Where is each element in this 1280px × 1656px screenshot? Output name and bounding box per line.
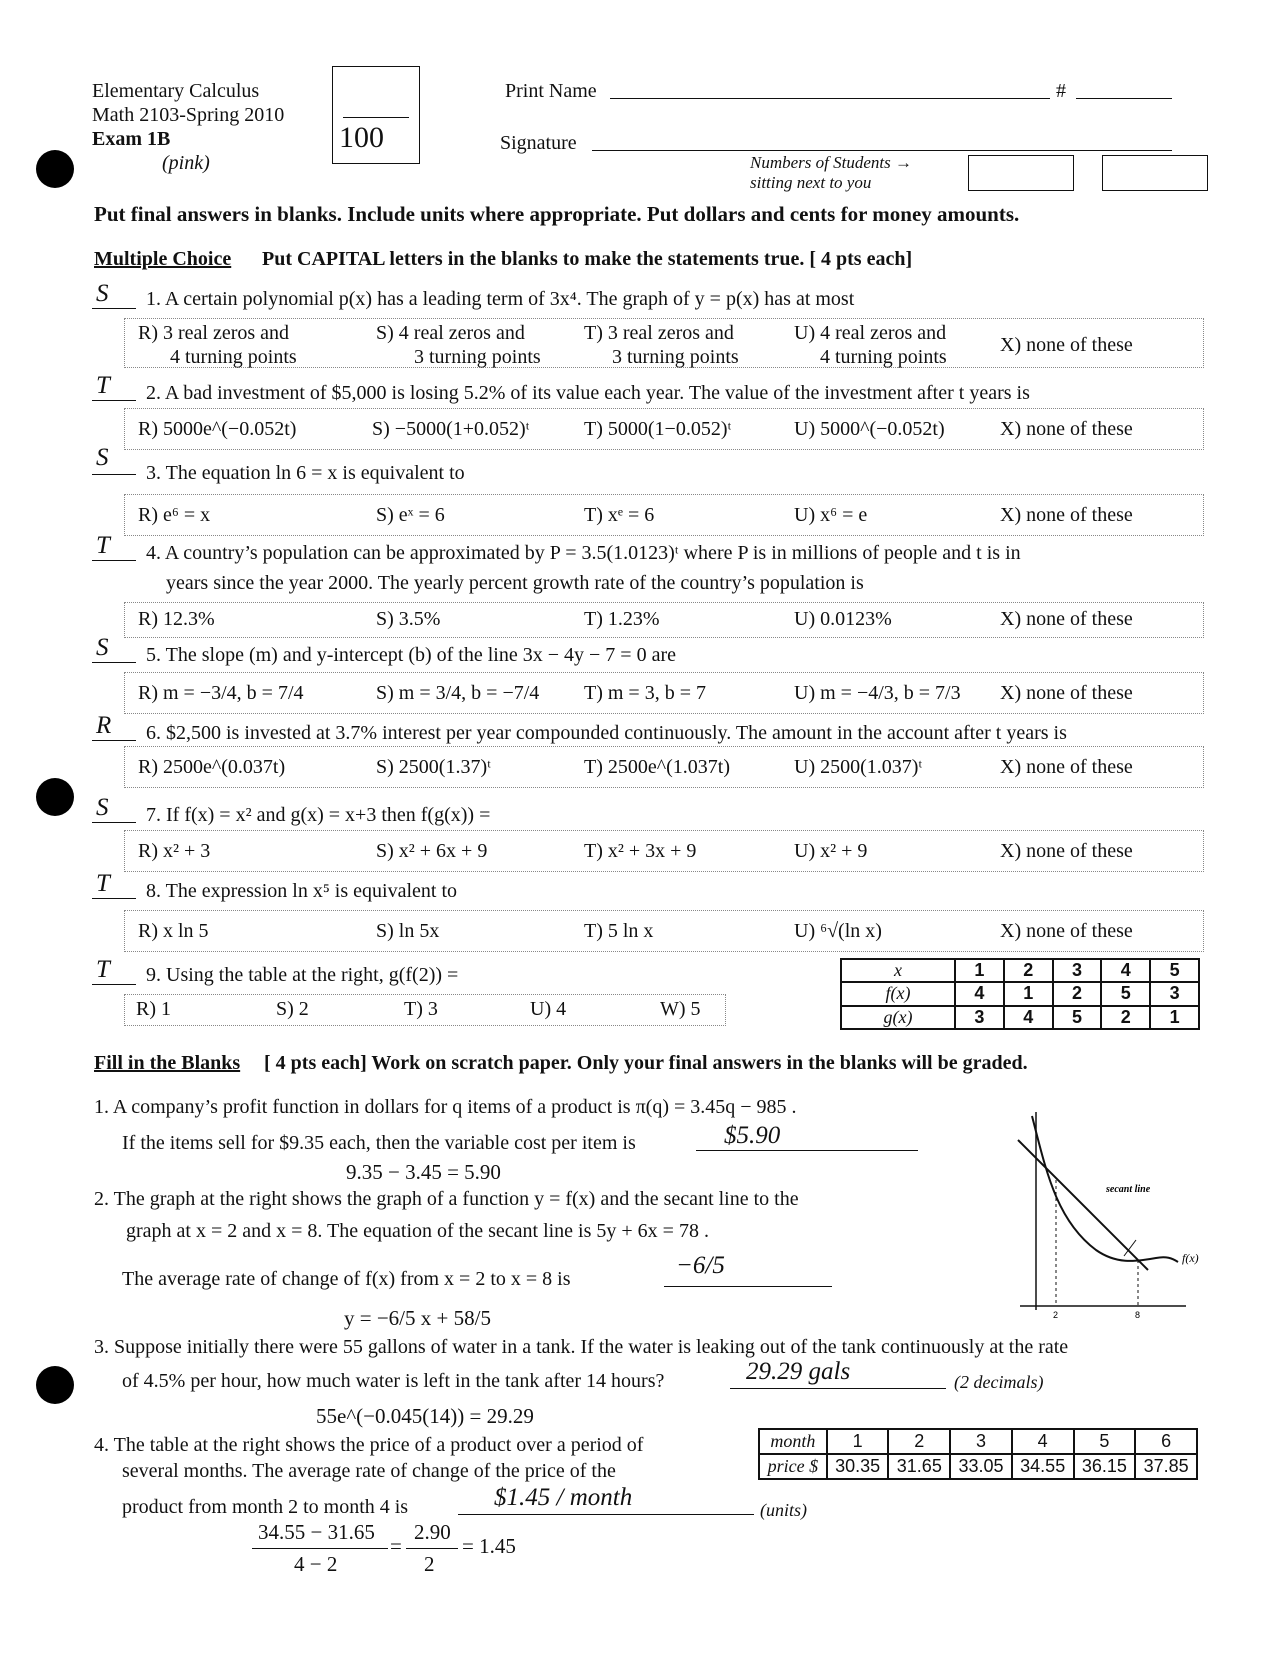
table-cell: 1 — [1150, 1006, 1199, 1029]
option-6-R[interactable]: R) 2500e^(0.037t) — [138, 756, 286, 778]
mc-question-1: 1. A certain polynomial p(x) has a leading term of 3x⁴. The graph of y = p(x) has at most — [146, 288, 855, 310]
table-row — [759, 1429, 1197, 1454]
fib-q4-note: (units) — [760, 1500, 807, 1520]
fib-q2-line2: graph at x = 2 and x = 8. The equation of the secant line is 5y + 6x = 78 . — [126, 1220, 709, 1242]
tick-label-2: 2 — [1053, 1310, 1059, 1320]
table-cell: 3 — [1053, 959, 1102, 982]
student-number-line[interactable] — [1076, 98, 1172, 99]
fib-work-3: 55e^(−0.045(14)) = 29.29 — [316, 1404, 534, 1428]
option-6-U[interactable]: U) 2500(1.037)ᵗ — [794, 756, 923, 778]
binder-hole-middle — [36, 778, 74, 816]
answer-blank-1[interactable] — [92, 308, 136, 309]
table-header: month — [759, 1429, 827, 1454]
option-1-T-l1[interactable]: T) 3 real zeros and — [584, 322, 734, 344]
tick-label-8: 8 — [1135, 1310, 1141, 1320]
mc-subtitle: Put CAPITAL letters in the blanks to make the statements true. [ 4 pts each] — [262, 248, 913, 270]
option-3-X[interactable]: X) none of these — [1000, 504, 1133, 526]
option-1-R-l1[interactable]: R) 3 real zeros and — [138, 322, 290, 344]
signature-line[interactable] — [592, 150, 1172, 151]
table-cell: 1 — [827, 1429, 889, 1454]
table-cell: 1 — [955, 959, 1004, 982]
option-6-X[interactable]: X) none of these — [1000, 756, 1133, 778]
table-cell: 4 — [1004, 1006, 1053, 1029]
answer-blank-6[interactable] — [92, 740, 136, 741]
mc-question-5: 5. The slope (m) and y-intercept (b) of the line 3x − 4y − 7 = 0 are — [146, 644, 676, 666]
course-term: Math 2103-Spring 2010 — [92, 104, 285, 126]
table-cell: 2 — [1004, 959, 1053, 982]
fib-q4-line1: 4. The table at the right shows the price of a product over a period of — [94, 1434, 644, 1456]
option-2-T[interactable]: T) 5000(1−0.052)ᵗ — [584, 418, 732, 440]
fib-title: Fill in the Blanks — [94, 1052, 241, 1074]
option-5-R[interactable]: R) m = −3/4, b = 7/4 — [138, 682, 304, 704]
fib-q4-line3: product from month 2 to month 4 is — [122, 1496, 409, 1518]
option-2-R[interactable]: R) 5000e^(−0.052t) — [138, 418, 297, 440]
neighbors-label-2: sitting next to you — [750, 173, 872, 192]
table-cell: 4 — [955, 982, 1004, 1005]
mc-answer-4[interactable]: T — [96, 532, 110, 559]
table-cell: 3 — [1150, 982, 1199, 1005]
option-7-S[interactable]: S) x² + 6x + 9 — [376, 840, 488, 862]
option-8-U[interactable]: U) ⁶√(ln x) — [794, 920, 882, 942]
option-2-X[interactable]: X) none of these — [1000, 418, 1133, 440]
mc-question-2: 2. A bad investment of $5,000 is losing 5.2% of its value each year. The value of the investment after t years is — [146, 382, 1030, 404]
table-cell: 33.05 — [950, 1454, 1012, 1479]
option-3-S[interactable]: S) eˣ = 6 — [376, 504, 445, 526]
table-row — [841, 982, 1199, 1005]
answer-blank-3[interactable] — [92, 474, 136, 475]
fib-q2-line3: The average rate of change of f(x) from x = 2 to x = 8 is — [122, 1268, 571, 1290]
fib-work-4-den2: 2 — [424, 1552, 435, 1576]
option-1-S-l2: 3 turning points — [414, 346, 541, 368]
mc-question-3: 3. The equation ln 6 = x is equivalent to — [146, 462, 465, 484]
secant-graph — [1016, 1110, 1226, 1320]
fib-answer-blank-1[interactable] — [696, 1150, 918, 1151]
table-cell: 2 — [888, 1429, 950, 1454]
fib-work-4-result: = 1.45 — [462, 1534, 516, 1558]
mc-title: Multiple Choice — [94, 248, 232, 270]
mc-answer-5[interactable]: S — [96, 634, 109, 661]
binder-hole-top — [36, 150, 74, 188]
fib-work-1: 9.35 − 3.45 = 5.90 — [346, 1160, 501, 1184]
mc-answer-1[interactable]: S — [96, 280, 109, 307]
fib-work-2: y = −6/5 x + 58/5 — [344, 1306, 491, 1330]
curve-label: f(x) — [1182, 1251, 1199, 1265]
answer-blank-9[interactable] — [92, 984, 136, 985]
table-cell: 3 — [955, 1006, 1004, 1029]
fib-work-4-num: 34.55 − 31.65 — [258, 1520, 375, 1544]
exam-color: (pink) — [162, 152, 210, 174]
fib-q3-line2: of 4.5% per hour, how much water is left in the tank after 14 hours? — [122, 1370, 665, 1392]
instructions: Put final answers in blanks. Include units where appropriate. Put dollars and cents for money amounts. — [94, 202, 1020, 226]
table-cell: 5 — [1053, 1006, 1102, 1029]
fib-answer-4[interactable]: $1.45 / month — [494, 1484, 633, 1511]
price-table — [758, 1428, 1198, 1480]
option-6-T[interactable]: T) 2500e^(1.037t) — [584, 756, 731, 778]
option-9-T[interactable]: T) 3 — [404, 998, 438, 1020]
table-cell: 5 — [1074, 1429, 1136, 1454]
option-1-X[interactable]: X) none of these — [1000, 334, 1133, 356]
mc-question-4: 4. A country’s population can be approximated by P = 3.5(1.0123)ᵗ where P is in millions of people and t is in — [146, 542, 1021, 564]
table-cell: 36.15 — [1074, 1454, 1136, 1479]
option-4-R[interactable]: R) 12.3% — [138, 608, 215, 630]
score-box — [332, 66, 420, 164]
table-cell: 4 — [1012, 1429, 1074, 1454]
answer-blank-7[interactable] — [92, 822, 136, 823]
option-5-S[interactable]: S) m = 3/4, b = −7/4 — [376, 682, 540, 704]
fib-answer-blank-3[interactable] — [730, 1388, 946, 1389]
answer-blank-4[interactable] — [92, 560, 136, 561]
option-5-T[interactable]: T) m = 3, b = 7 — [584, 682, 706, 704]
mc-question-9: 9. Using the table at the right, g(f(2)) = — [146, 964, 459, 986]
fib-q2-line1: 2. The graph at the right shows the graph of a function y = f(x) and the secant line to the — [94, 1188, 799, 1210]
fib-answer-3[interactable]: 29.29 gals — [746, 1358, 851, 1385]
binder-hole-bottom — [36, 1366, 74, 1404]
neighbor-box-1[interactable] — [968, 155, 1074, 191]
option-4-S[interactable]: S) 3.5% — [376, 608, 441, 630]
option-5-U[interactable]: U) m = −4/3, b = 7/3 — [794, 682, 961, 704]
option-5-X[interactable]: X) none of these — [1000, 682, 1133, 704]
table-cell: 2 — [1101, 1006, 1150, 1029]
table-cell: 6 — [1135, 1429, 1197, 1454]
option-8-S[interactable]: S) ln 5x — [376, 920, 440, 942]
fib-q1-line1: 1. A company’s profit function in dollars for q items of a product is π(q) = 3.45q − 985 . — [94, 1096, 797, 1118]
table-header: price $ — [759, 1454, 827, 1479]
mc-question-8: 8. The expression ln x⁵ is equivalent to — [146, 880, 457, 902]
score-value: 100 — [339, 121, 384, 154]
fib-answer-2[interactable]: −6/5 — [676, 1252, 725, 1279]
answer-blank-8[interactable] — [92, 898, 136, 899]
mc-question-6: 6. $2,500 is invested at 3.7% interest per year compounded continuously. The amount in the account after t years is — [146, 722, 1067, 744]
fib-q4-line2: several months. The average rate of change of the price of the — [122, 1460, 616, 1482]
option-8-R[interactable]: R) x ln 5 — [138, 920, 209, 942]
option-4-U[interactable]: U) 0.0123% — [794, 608, 892, 630]
table-header: g(x) — [841, 1006, 955, 1029]
mc-answer-6[interactable]: R — [96, 712, 112, 739]
table-row — [841, 959, 1199, 982]
option-2-S[interactable]: S) −5000(1+0.052)ᵗ — [372, 418, 530, 440]
fib-work-4-den: 4 − 2 — [294, 1552, 338, 1576]
table-cell: 1 — [1004, 982, 1053, 1005]
option-7-R[interactable]: R) x² + 3 — [138, 840, 211, 862]
option-9-U[interactable]: U) 4 — [530, 998, 567, 1020]
mc-answer-2[interactable]: T — [96, 372, 110, 399]
print-name-line[interactable] — [610, 98, 1050, 99]
option-1-U-l2: 4 turning points — [820, 346, 947, 368]
fib-work-4-num2: 2.90 — [414, 1520, 451, 1544]
option-8-T[interactable]: T) 5 ln x — [584, 920, 654, 942]
neighbors-label-1: Numbers of Students → — [750, 153, 912, 172]
option-3-U[interactable]: U) x⁶ = e — [794, 504, 868, 526]
hash-label: # — [1056, 80, 1066, 102]
option-6-S[interactable]: S) 2500(1.37)ᵗ — [376, 756, 491, 778]
fib-work-4-eq: = — [390, 1534, 402, 1558]
option-7-T[interactable]: T) x² + 3x + 9 — [584, 840, 697, 862]
table-header: x — [841, 959, 955, 982]
table-row — [759, 1454, 1197, 1479]
fib-work-4-fracbar-1 — [252, 1548, 388, 1549]
neighbor-box-2[interactable] — [1102, 155, 1208, 191]
option-3-R[interactable]: R) e⁶ = x — [138, 504, 211, 526]
option-7-X[interactable]: X) none of these — [1000, 840, 1133, 862]
option-9-S[interactable]: S) 2 — [276, 998, 309, 1020]
mc-answer-9[interactable]: T — [96, 956, 110, 983]
fib-answer-blank-2[interactable] — [664, 1286, 832, 1287]
option-1-R-l2: 4 turning points — [170, 346, 297, 368]
fib-answer-1[interactable]: $5.90 — [724, 1122, 781, 1149]
option-3-T[interactable]: T) xᵉ = 6 — [584, 504, 655, 526]
table-cell: 3 — [950, 1429, 1012, 1454]
table-header: f(x) — [841, 982, 955, 1005]
option-4-T[interactable]: T) 1.23% — [584, 608, 660, 630]
fib-answer-blank-4[interactable] — [458, 1514, 754, 1515]
mc-question-4-cont: years since the year 2000. The yearly percent growth rate of the country’s population is — [166, 572, 864, 594]
option-1-U-l1[interactable]: U) 4 real zeros and — [794, 322, 947, 344]
option-8-X[interactable]: X) none of these — [1000, 920, 1133, 942]
exam-label: Exam 1B — [92, 128, 171, 150]
fg-table — [840, 958, 1200, 1030]
table-cell: 31.65 — [888, 1454, 950, 1479]
course-title: Elementary Calculus — [92, 80, 260, 102]
option-9-R[interactable]: R) 1 — [136, 998, 171, 1020]
mc-answer-8[interactable]: T — [96, 870, 110, 897]
option-4-X[interactable]: X) none of these — [1000, 608, 1133, 630]
curve-f — [1032, 1116, 1178, 1262]
fib-q3-line1: 3. Suppose initially there were 55 gallons of water in a tank. If the water is leaking out of the tank continuously at the rate — [94, 1336, 1069, 1358]
fib-q1-line2: If the items sell for $9.35 each, then the variable cost per item is — [122, 1132, 636, 1154]
option-7-U[interactable]: U) x² + 9 — [794, 840, 868, 862]
table-cell: 5 — [1150, 959, 1199, 982]
table-cell: 34.55 — [1012, 1454, 1074, 1479]
table-row — [841, 1006, 1199, 1029]
option-1-T-l2: 3 turning points — [612, 346, 739, 368]
table-cell: 5 — [1101, 982, 1150, 1005]
mc-answer-3[interactable]: S — [96, 444, 109, 471]
table-cell: 37.85 — [1135, 1454, 1197, 1479]
fib-q3-note: (2 decimals) — [954, 1372, 1044, 1392]
table-cell: 2 — [1053, 982, 1102, 1005]
table-cell: 30.35 — [827, 1454, 889, 1479]
mc-question-7: 7. If f(x) = x² and g(x) = x+3 then f(g(x)) = — [146, 804, 491, 826]
option-1-S-l1[interactable]: S) 4 real zeros and — [376, 322, 525, 344]
answer-blank-2[interactable] — [92, 400, 136, 401]
signature-label: Signature — [500, 132, 577, 154]
option-2-U[interactable]: U) 5000^(−0.052t) — [794, 418, 945, 440]
fib-work-4-fracbar-2 — [406, 1548, 458, 1549]
print-name-label: Print Name — [505, 80, 597, 102]
option-9-W[interactable]: W) 5 — [660, 998, 701, 1020]
answer-blank-5[interactable] — [92, 662, 136, 663]
secant-label: secant line — [1106, 1184, 1151, 1195]
mc-answer-7[interactable]: S — [96, 794, 109, 821]
fib-subtitle: [ 4 pts each] Work on scratch paper. Only your final answers in the blanks will be graded. — [264, 1052, 1028, 1074]
table-cell: 4 — [1101, 959, 1150, 982]
